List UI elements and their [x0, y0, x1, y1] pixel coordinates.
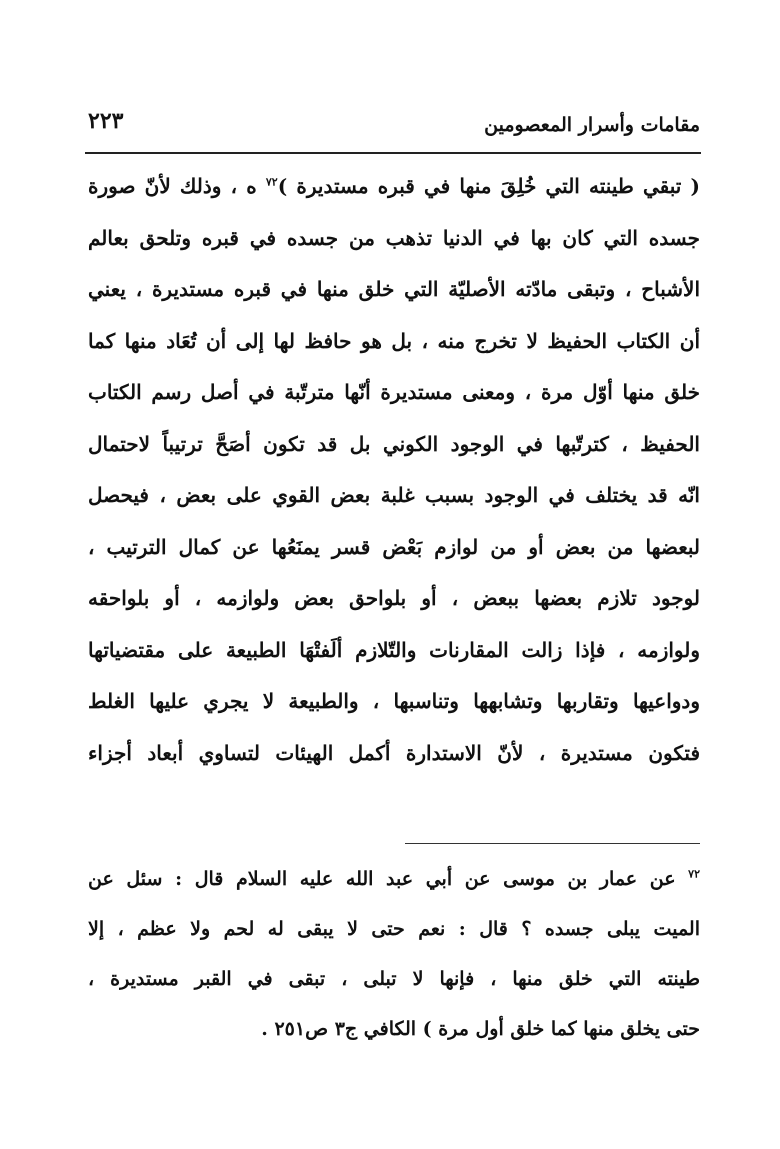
text-line: خلق منها أوّل مرة ، ومعنى مستديرة أنّها مترتّبة في أصل رسم الكتاب	[88, 380, 700, 404]
page-number: ٢٢٣	[88, 108, 124, 134]
text-line: ولوازمه ، فإذا زالت المقارنات والتّلازم ألَفتْهَا الطبيعة على مقتضياتها	[88, 637, 700, 662]
text-line: لوجود تلازم بعضها ببعض ، أو بلواحق بعض ولوازمه ، أو بلواحقه	[88, 586, 700, 610]
footnote-rule	[405, 843, 700, 844]
footnote-number: ٧٢	[688, 867, 700, 881]
line-text: ه ، وذلك لأنّ صورة	[88, 174, 266, 198]
footnote-text: عن عمار بن موسى عن أبي عبد الله عليه السلام قال : سئل عن	[88, 868, 689, 890]
text-line	[88, 164, 700, 216]
text-line: الأشباح ، وتبقى مادّته الأصليّة التي خلق منها في قبره مستديرة ، يعني	[88, 277, 700, 301]
line-text: ( تبقي طينته التي خُلِقَ منها في قبره مستديرة )	[277, 174, 700, 198]
book-title: مقامات وأسرار المعصومين	[484, 114, 700, 136]
text-line: ودواعيها وتقاربها وتشابهها وتناسبها ، والطبيعة لا يجري عليها الغلط	[88, 689, 701, 713]
text-line: الحفيظ ، كترتّبها في الوجود الكوني بل قد تكون أصَحَّ ترتيباً لاحتمال	[88, 431, 700, 456]
main-text	[88, 164, 700, 782]
footnote-line: حتى يخلق منها كما خلق أول مرة ) الكافي ج٣ ص٢٥١ .	[261, 1018, 700, 1040]
running-header	[86, 108, 700, 148]
footnote	[88, 858, 700, 1058]
footnote-line: طينته التي خلق منها ، فإنها لا تبلى ، تبقى في القبر مستديرة ،	[88, 968, 700, 990]
text-line: فتكون مستديرة ، لأنّ الاستدارة أكمل الهيئات لتساوي أبعاد أجزاء	[88, 740, 700, 765]
footnote-ref[interactable]: ٧٢	[265, 175, 278, 189]
header-rule	[85, 152, 701, 154]
text-line: جسده التي كان بها في الدنيا تذهب من جسده في قبره وتلحق بعالم	[88, 225, 700, 250]
text-line: أن الكتاب الحفيظ لا تخرج منه ، بل هو حافظ لها إلى أن تُعَاد منها كما	[88, 328, 700, 353]
text-line: لبعضها من بعض أو من لوازم بَعْض قسر يمنَعُها عن كمال الترتيب ،	[88, 534, 700, 559]
text-line: انّه قد يختلف في الوجود بسبب غلبة بعض القوي على بعض ، فيحصل	[88, 483, 700, 507]
footnote-line: الميت يبلى جسده ؟ قال : نعم حتى لا يبقى له لحم ولا عظم ، إلا	[88, 918, 700, 940]
footnote-line	[88, 858, 700, 908]
